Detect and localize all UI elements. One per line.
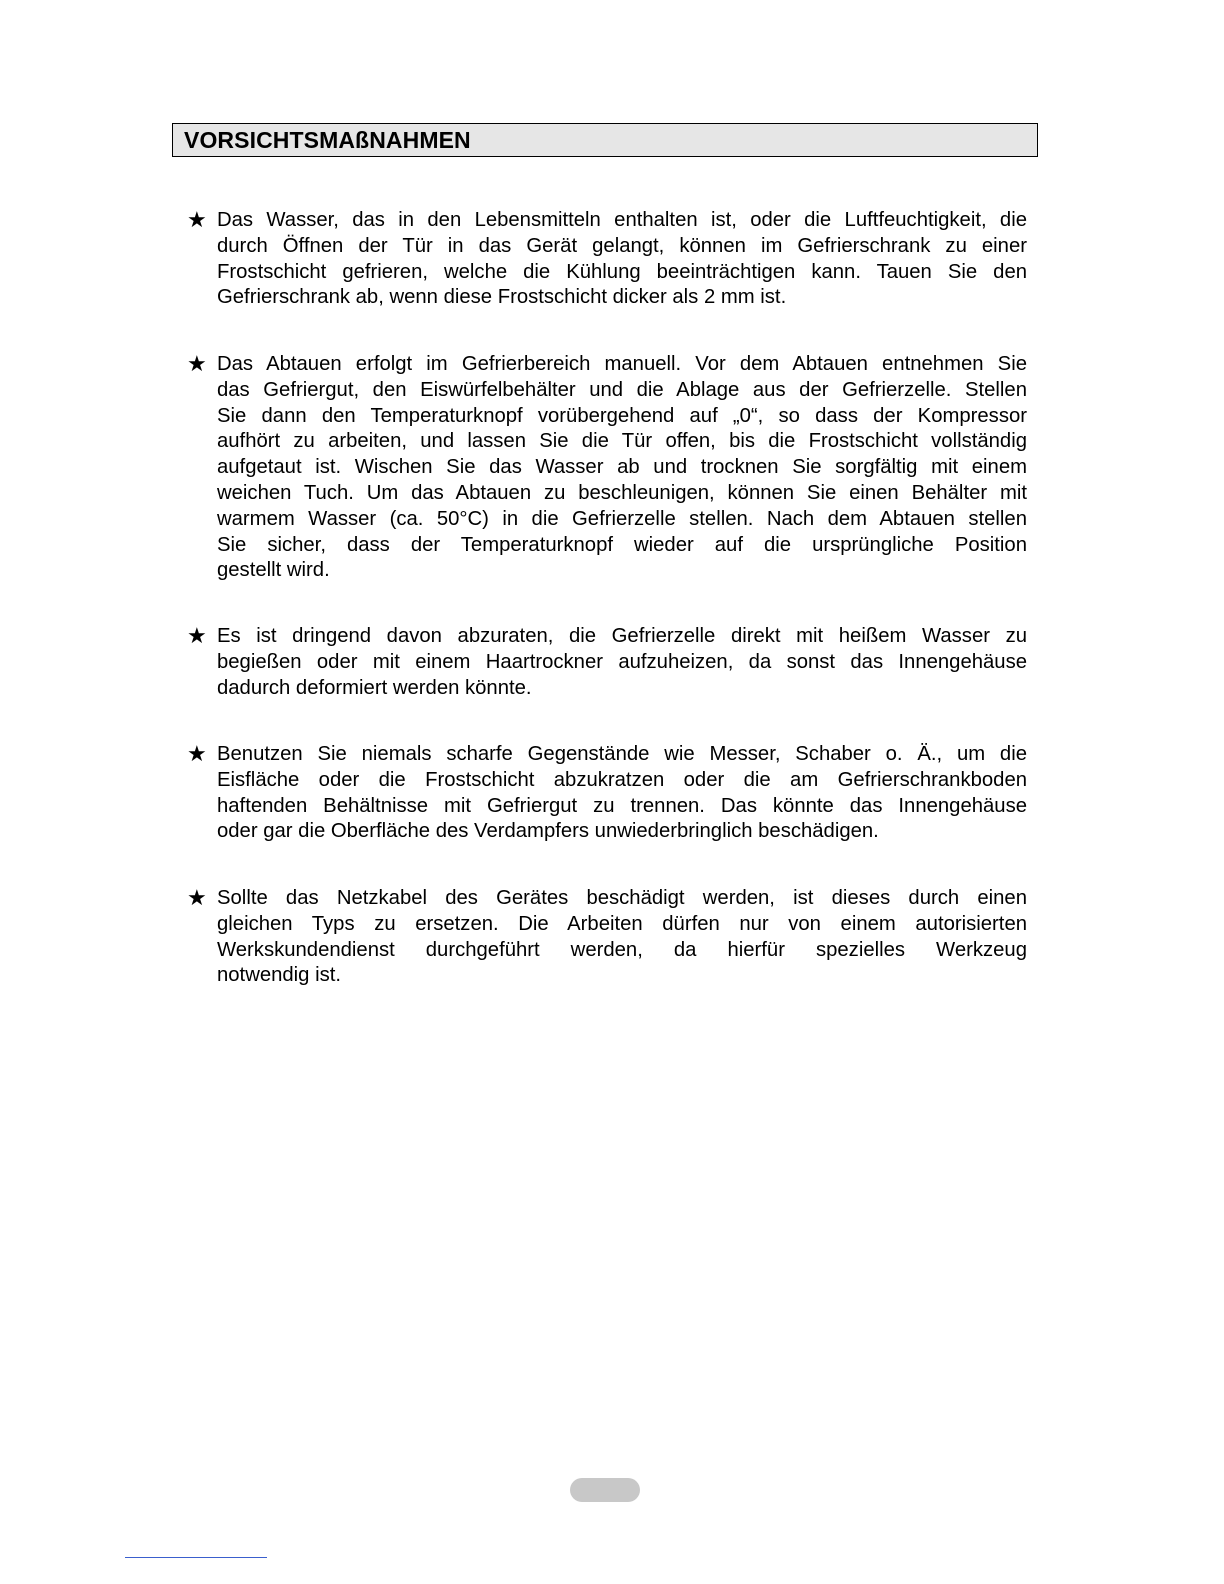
precaution-item [187,352,1027,584]
paragraph-line: Werkskundendienst durchgeführt werden, da hierfür spezielles Werkzeug [217,938,1027,961]
precaution-item [187,742,1027,845]
star-icon: ★ [187,741,207,766]
paragraph-line: Eisfläche oder die Frostschicht abzukratzen oder die am Gefrierschrankboden [217,768,1027,791]
paragraph-line: weichen Tuch. Um das Abtauen zu beschleunigen, können Sie einen Behälter mit [217,481,1027,504]
paragraph-line: Gefrierschrank ab, wenn diese Frostschicht dicker als 2 mm ist. [217,286,787,309]
paragraph-line: durch Öffnen der Tür in das Gerät gelangt, können im Gefrierschrank zu einer [217,234,1027,257]
section-title: VORSICHTSMAßNAHMEN [184,127,471,153]
paragraph-line: Sie dann den Temperaturknopf vorübergehend auf „0“, so dass der Kompressor [217,404,1027,427]
paragraph-line: warmem Wasser (ca. 50°C) in die Gefrierzelle stellen. Nach dem Abtauen stellen [217,507,1027,530]
precaution-item [187,624,1027,701]
paragraph-line: aufgetaut ist. Wischen Sie das Wasser ab und trocknen Sie sorgfältig mit einem [217,456,1027,479]
footnote-rule [125,1557,267,1558]
paragraph-line: begießen oder mit einem Haartrockner aufzuheizen, da sonst das Innengehäuse [217,650,1027,673]
star-icon: ★ [187,207,207,232]
paragraph-line: gestellt wird. [217,559,330,582]
paragraph-line: notwendig ist. [217,964,342,987]
star-icon: ★ [187,351,207,376]
section-header [172,123,1038,157]
precaution-item [187,886,1027,989]
precaution-item [187,208,1027,311]
paragraph-line: Das Abtauen erfolgt im Gefrierbereich manuell. Vor dem Abtauen entnehmen Sie [217,353,1027,375]
paragraph-line: oder gar die Oberfläche des Verdampfers unwiederbringlich beschädigen. [217,820,879,843]
paragraph-line: haftenden Behältnisse mit Gefriergut zu trennen. Das könnte das Innengehäuse [217,794,1027,817]
paragraph-line: Es ist dringend davon abzuraten, die Gefrierzelle direkt mit heißem Wasser zu [217,625,1027,647]
star-icon: ★ [187,623,207,648]
paragraph-line: aufhört zu arbeiten, und lassen Sie die Tür offen, bis die Frostschicht vollständig [217,430,1027,453]
paragraph-line: Sie sicher, dass der Temperaturknopf wieder auf die ursprüngliche Position [217,533,1027,556]
paragraph-line: Frostschicht gefrieren, welche die Kühlung beeinträchtigen kann. Tauen Sie den [217,260,1027,283]
page-number-badge [570,1478,640,1502]
paragraph-line: gleichen Typs zu ersetzen. Die Arbeiten dürfen nur von einem autorisierten [217,912,1027,935]
paragraph-line: Benutzen Sie niemals scharfe Gegenstände wie Messer, Schaber o. Ä., um die [217,743,1027,765]
paragraph-line: Das Wasser, das in den Lebensmitteln enthalten ist, oder die Luftfeuchtigkeit, die [217,209,1027,231]
paragraph-line: das Gefriergut, den Eiswürfelbehälter und die Ablage aus der Gefrierzelle. Stellen [217,378,1027,401]
paragraph-line: dadurch deformiert werden könnte. [217,676,532,699]
star-icon: ★ [187,885,207,910]
paragraph-line: Sollte das Netzkabel des Gerätes beschädigt werden, ist dieses durch einen [217,887,1027,909]
